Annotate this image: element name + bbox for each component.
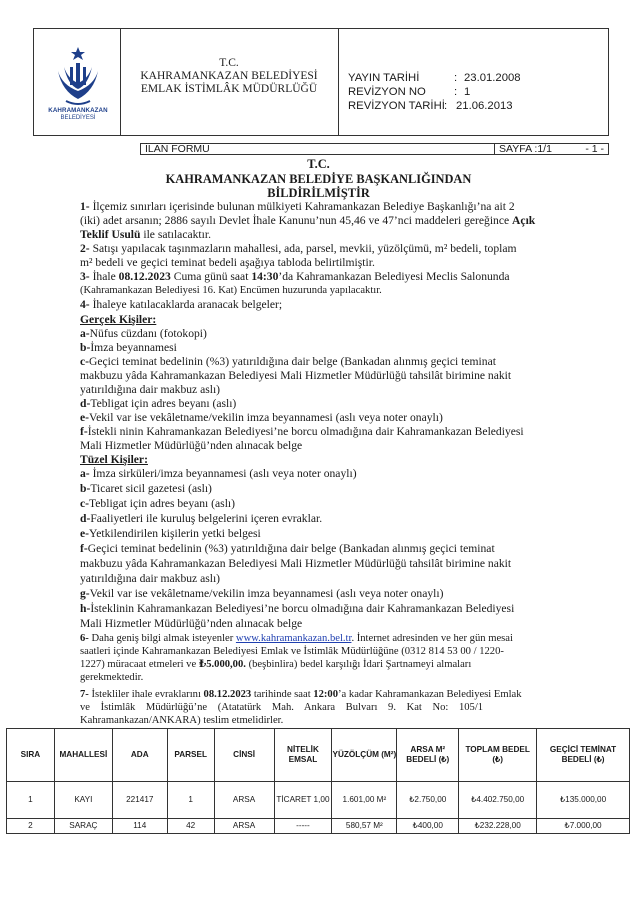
col-header: TOPLAM BEDEL (₺) (459, 729, 537, 782)
title-main: KAHRAMANKAZAN BELEDİYE BAŞKANLIĞINDAN (165, 172, 472, 186)
list-item: e-Yetkilendirilen kişilerin yetki belgesi (80, 527, 261, 540)
list-item: a-Nüfus cüzdanı (fotokopi) (80, 327, 207, 340)
list-item: b-İmza beyannamesi (80, 341, 177, 354)
section-tuzel-kisiler: Tüzel Kişiler: (80, 453, 148, 466)
col-header: CİNSİ (214, 729, 274, 782)
table-cell: KAYI (54, 782, 112, 819)
para-3-line-1: 3- İhale 08.12.2023 Cuma günü saat 14:30’da Kahramankazan Belediyesi Meclis Salonunda (80, 270, 510, 283)
table-header-row (7, 729, 630, 782)
table-cell: 221417 (112, 782, 167, 819)
form-label: İLAN FORMU (145, 143, 210, 155)
table-cell: ₺135.000,00 (537, 782, 630, 819)
form-bar (140, 143, 609, 155)
para-6-line-1: 6- Daha geniş bilgi almak isteyenler www.kahramankazan.bel.tr. İnternet adresinden ve her gün mesai (80, 633, 513, 644)
para-1-line-2: (iki) adet arsanın; 2886 sayılı Devlet İhale Kanunu’nun 45,46 ve 47’nci maddeleri gereğince Açık (80, 214, 536, 227)
col-header: SIRA (7, 729, 55, 782)
table-cell: 114 (112, 819, 167, 834)
list-item: Mali Hizmetler Müdürlüğü’nden alınacak belge (80, 439, 303, 452)
logo-text: KAHRAMANKAZAN (48, 107, 108, 114)
para-6-line-3: 1227) müracaat etmeleri ve ₺5.000,00. (beşbinlira) bedel karşılığı İdari Şartnameyi almaları (80, 659, 472, 670)
section-gercek-kisiler: Gerçek Kişiler: (80, 313, 157, 326)
list-item: makbuzu yâda Kahramankazan Belediyesi Mali Hizmetler Müdürlüğü tahsilât birimine nakit (80, 557, 512, 570)
logo-subtext: BELEDİYESİ (60, 115, 96, 121)
list-item: d-Tebligat için adres beyanı (aslı) (80, 397, 237, 410)
list-item: b-Ticaret sicil gazetesi (aslı) (80, 482, 212, 495)
col-header: MAHALLESİ (54, 729, 112, 782)
table-row (7, 782, 630, 819)
list-item: g-Vekil var ise vekâletname/vekilin imza beyannamesi (aslı veya noter onaylı) (80, 587, 444, 600)
title-tc: T.C. (307, 157, 330, 171)
table-row (7, 819, 630, 834)
para-1-line-1: 1- İlçemiz sınırları içerisinde bulunan mülkiyeti Kahramankazan Belediye Başkanlığı’na ait 2 (80, 200, 515, 213)
list-item: h-İsteklinin Kahramankazan Belediyesi’ne borcu olmadığına dair Kahramankazan Belediyesi (80, 602, 515, 615)
list-item: d-Faaliyetleri ile kuruluş belgelerini içeren evraklar. (80, 512, 323, 525)
list-item: makbuzu yâda Kahramankazan Belediyesi Mali Hizmetler Müdürlüğü tahsilât birimine nakit (80, 369, 512, 382)
list-item: yatırıldığına dair makbuz aslı) (80, 572, 221, 585)
col-header: YÜZÖLÇÜM (M²) (332, 729, 397, 782)
col-header: NİTELİK EMSAL (274, 729, 332, 782)
list-item: yatırıldığına dair makbuz aslı) (80, 383, 221, 396)
page-number: - 1 - (585, 143, 604, 155)
para-2-line-2: m² bedeli ve geçici teminat bedeli aşağıya tabloda belirtilmiştir. (80, 256, 375, 269)
table-cell: ₺4.402.750,00 (459, 782, 537, 819)
table-cell: 580,57 M² (332, 819, 397, 834)
table-cell: TİCARET 1,00 (274, 782, 332, 819)
para-1-line-3: Teklif Usulü ile satılacaktır. (80, 228, 211, 241)
list-item: f-İstekli ninin Kahramankazan Belediyesi’ne borcu olmadığına dair Kahramankazan Belediyesi (80, 425, 524, 438)
table-cell: ₺2.750,00 (397, 782, 459, 819)
list-item: a- İmza sirküleri/imza beyannamesi (aslı veya noter onaylı) (80, 467, 357, 480)
table-cell: ARSA (214, 819, 274, 834)
table-cell: 1 (7, 782, 55, 819)
para-3-line-2: (Kahramankazan Belediyesi 16. Kat) Encümen huzurunda yapılacaktır. (80, 285, 382, 296)
para-7-line-2: ve İstimlâk Müdürlüğü’ne (Atatatürk Mah. Ankara Bulvarı 9. Kat No: 105/1 (80, 702, 484, 713)
table-cell: 1 (167, 782, 214, 819)
col-header: GEÇİCİ TEMİNAT BEDELİ (₺) (537, 729, 630, 782)
para-7-line-3: Kahramankazan/ANKARA) teslim etmelidirler. (80, 715, 284, 726)
table-cell: 42 (167, 819, 214, 834)
table-cell: ₺400,00 (397, 819, 459, 834)
col-header: ADA (112, 729, 167, 782)
list-item: e-Vekil var ise vekâletname/vekilin imza beyannamesi (aslı veya noter onaylı) (80, 411, 443, 424)
table-cell: ----- (274, 819, 332, 834)
table-cell: SARAÇ (54, 819, 112, 834)
list-item: f-Geçici teminat bedelinin (%3) yatırıldığına dair belge (Bankadan alınmış geçici teminat (80, 542, 495, 555)
col-header: PARSEL (167, 729, 214, 782)
list-item: c-Tebligat için adres beyanı (aslı) (80, 497, 236, 510)
table-cell: ARSA (214, 782, 274, 819)
col-header: ARSA M² BEDELİ (₺) (397, 729, 459, 782)
para-4: 4- İhaleye katılacaklarda aranacak belgeler; (80, 298, 283, 311)
table-cell: ₺7.000,00 (537, 819, 630, 834)
table-cell: 2 (7, 819, 55, 834)
para-7-line-1: 7- İstekliler ihale evraklarını 08.12.2023 tarihinde saat 12:00’a kadar Kahramankazan Belediyesi Emlak (80, 689, 522, 700)
list-item: Mali Hizmetler Müdürlüğü’nden alınacak belge (80, 617, 303, 630)
title-sub: BİLDİRİLMİŞTİR (267, 186, 370, 200)
document-header: KAHRAMANKAZAN BELEDİYESİ T.C. KAHRAMANKAZAN BELEDİYESİ EMLAK İSTİMLÂK MÜDÜRLÜĞÜ YAYIN TARİHİ : 23.01.2008 REVİZYON NO : 1 REVİZYON TARİHİ : 21.06.2013 (33, 28, 609, 136)
page-label: SAYFA :1/1 (499, 143, 552, 155)
website-link[interactable]: www.kahramankazan.bel.tr (235, 633, 352, 644)
para-6-line-2: saatleri içinde Kahramankazan Belediyesi Emlak ve İstimlâk Müdürlüğüne (0312 814 53 00 / 1220- (80, 646, 504, 657)
table-cell: ₺232.228,00 (459, 819, 537, 834)
para-6-line-4: gerekmektedir. (80, 672, 144, 683)
municipality-logo (40, 41, 116, 127)
property-table (6, 728, 630, 834)
list-item: c-Geçici teminat bedelinin (%3) yatırıldığına dair belge (Bankadan alınmış geçici teminat (80, 355, 496, 368)
institution-name: T.C. KAHRAMANKAZAN BELEDİYESİ EMLAK İSTİMLÂK MÜDÜRLÜĞÜ (140, 57, 318, 95)
table-cell: 1.601,00 M² (332, 782, 397, 819)
para-2-line-1: 2- Satışı yapılacak taşınmazların mahallesi, ada, parsel, mevkii, yüzölçümü, m² bedeli, toplam (80, 242, 517, 255)
